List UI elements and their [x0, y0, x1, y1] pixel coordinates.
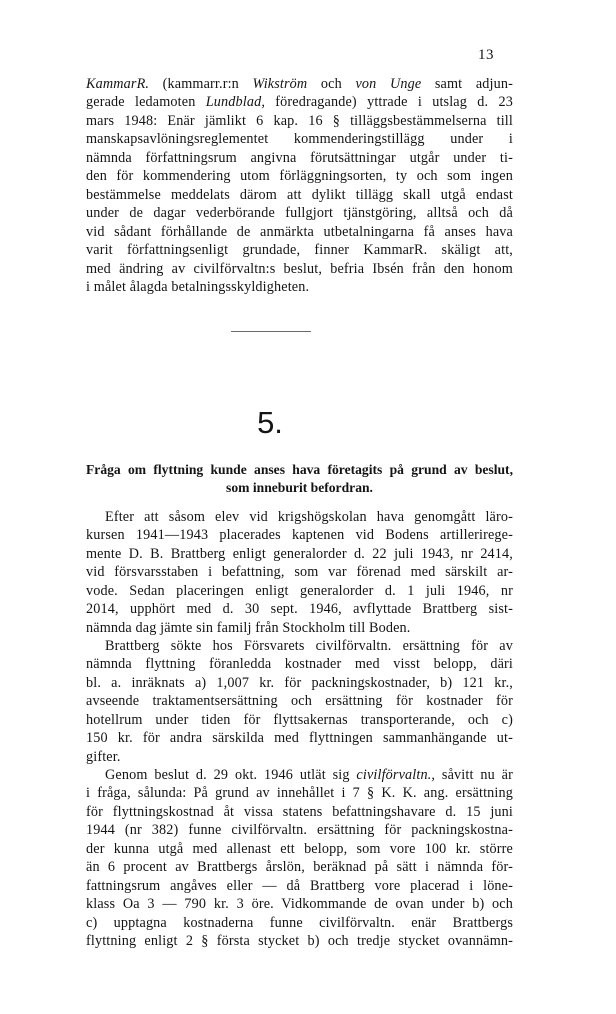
- section-number: 5.: [257, 405, 283, 440]
- text-run: flyttning enligt 2 § första stycket b) och tredje stycket ovannämn-: [86, 933, 513, 950]
- text-run: 1944 (nr 382) funne civilförvaltn. ersättning för packningskostna-: [86, 822, 513, 839]
- text-line: [86, 260, 513, 278]
- text-run: än 6 procent av Brattbergs årslön, beräknad på sätt i nämnda för-: [86, 859, 513, 876]
- text-run: vid försvarsstaben i befattning, som var förenad med särskilt ar-: [86, 564, 513, 581]
- text-run: kursen 1941—1943 placerades kaptenen vid Bodens artillerirege-: [86, 527, 513, 544]
- text-line: [86, 93, 513, 111]
- text-line: [86, 692, 513, 710]
- text-run: Efter att såsom elev vid krigshögskolan hava genomgått läro-: [105, 509, 513, 525]
- text-line: [86, 582, 513, 600]
- text-line: [86, 784, 513, 802]
- text-line: [86, 821, 513, 839]
- text-line: [86, 655, 513, 673]
- text-line: [86, 278, 513, 296]
- text-run: bl. a. inräknats a) 1,007 kr. för packningskostnader, b) 121 kr.,: [86, 674, 513, 691]
- text-line: [86, 600, 513, 618]
- body-paragraph: [86, 637, 513, 766]
- text-run: gifter.: [86, 748, 121, 765]
- text-line: [86, 508, 513, 526]
- text-run: der kunna utgå med allenast ett belopp, som vore 100 kr. större: [86, 840, 513, 857]
- text-line: [86, 674, 513, 692]
- text-run: gerade ledamoten: [86, 94, 206, 111]
- text-run: nämnda flyttning föranledda kostnader med visst belopp, däri: [86, 656, 513, 673]
- text-line: [86, 545, 513, 563]
- heading-line: som inneburit befordran.: [226, 480, 373, 495]
- text-run: mente D. B. Brattberg enligt generalorder d. 22 juli 1943, nr 2414,: [86, 545, 513, 562]
- text-line: [86, 729, 513, 747]
- text-run: under de dagar vederbörande fullgjort tjänstgöring, alltså och då: [86, 205, 513, 222]
- text-line: [86, 803, 513, 821]
- text-line: [86, 526, 513, 544]
- text-run: (kammarr.r:n: [149, 76, 253, 92]
- body-paragraph: [86, 766, 513, 951]
- text-line: [86, 112, 513, 130]
- text-line: [86, 149, 513, 167]
- text-run: Genom beslut d. 29 okt. 1946 utlät sig: [105, 767, 357, 783]
- text-line: [86, 637, 513, 655]
- text-line: [86, 223, 513, 241]
- text-run: klass Oa 3 — 790 kr. 3 öre. Vidkommande de ovan under b) och: [86, 896, 513, 913]
- text-run: nämnda dag jämte sin familj från Stockholm till Boden.: [86, 619, 411, 636]
- text-run: vid sådant förhållande de anmärkta utbetalningarna få anses hava: [86, 223, 513, 240]
- italic-name: Wikström: [252, 76, 308, 92]
- text-run: nämnda författningsrum angivna förutsättningar utgår under ti-: [86, 149, 513, 166]
- text-line: [86, 766, 513, 784]
- text-run: vode. Sedan placeringen enligt generalorder d. 1 juli 1946, nr: [86, 582, 513, 599]
- text-line: [86, 167, 513, 185]
- italic-name: Lundblad,: [205, 94, 266, 111]
- text-line: [86, 932, 513, 950]
- section-heading: [86, 461, 513, 497]
- italic-name: von Unge: [355, 76, 422, 92]
- text-run: mars 1948: Enär jämlikt 6 kap. 16 § tilläggsbestämmelserna till: [86, 112, 513, 129]
- page-number: 13: [478, 47, 494, 63]
- text-line: [86, 858, 513, 876]
- text-run: varit författningsenligt grundade, finner KammarR. skäligt att,: [86, 242, 513, 259]
- text-run: samt adjun-: [421, 76, 514, 92]
- text-run: föredragande) yttrade i utslag d. 23: [265, 94, 513, 111]
- text-run: i målet ålagda betalningsskyldigheten.: [86, 278, 310, 295]
- text-run: den för kommendering utom förläggningsorten, ty och som ingen: [86, 168, 513, 185]
- text-line: [86, 186, 513, 204]
- text-line: [86, 204, 513, 222]
- text-run: med ändring av civilförvaltn:s beslut, befria Ibsén från den honom: [86, 260, 513, 277]
- text-run: för flyttningskostnad åt vissa statens befattningshavare d. 15 juni: [86, 803, 513, 820]
- text-run: 2014, upphört med d. 30 sept. 1946, avflyttade Brattberg sist-: [86, 601, 513, 618]
- heading-line: Fråga om flyttning kunde anses hava företagits på grund av beslut,: [86, 462, 513, 477]
- text-line: [86, 711, 513, 729]
- text-run: hotellrum under tiden för flyttsakernas transporterande, och c): [86, 711, 513, 728]
- text-line: [86, 75, 513, 93]
- text-run: 150 kr. för andra särskilda med flyttningen sammanhängande ut-: [86, 730, 513, 747]
- text-run: i fråga, sålunda: På grund av innehållet i 7 § K. K. ang. ersättning: [86, 785, 513, 802]
- body-paragraph: [86, 508, 513, 637]
- text-run: bestämmelse meddelats därom att dylikt tillägg skall utgå endast: [86, 186, 513, 203]
- text-run: Brattberg sökte hos Försvarets civilförvaltn. ersättning för av: [105, 638, 513, 654]
- text-line: [86, 130, 513, 148]
- text-line: [86, 619, 513, 637]
- text-line: [86, 748, 513, 766]
- text-run: c) upptagna kostnaderna funne civilförvaltn. enär Brattbergs: [86, 914, 513, 931]
- text-line: [86, 914, 513, 932]
- text-line: [86, 563, 513, 581]
- text-run: manskapsavlöningsreglementet kommenderingstillägg under i: [86, 131, 513, 148]
- text-line: [86, 895, 513, 913]
- text-line: [86, 840, 513, 858]
- ruling-paragraph: [86, 75, 513, 296]
- section-divider: [231, 331, 311, 332]
- italic-name: civilförvaltn.,: [356, 767, 436, 783]
- text-run: fattningsrum angåves eller — då Brattberg vore placerad i löne-: [86, 877, 513, 894]
- italic-name: KammarR.: [86, 76, 150, 92]
- text-line: [86, 877, 513, 895]
- text-line: [86, 241, 513, 259]
- text-run: och: [307, 76, 356, 92]
- text-run: såvitt nu är: [435, 767, 513, 783]
- text-run: avseende traktamentsersättning och ersättning för kostnader för: [86, 693, 513, 710]
